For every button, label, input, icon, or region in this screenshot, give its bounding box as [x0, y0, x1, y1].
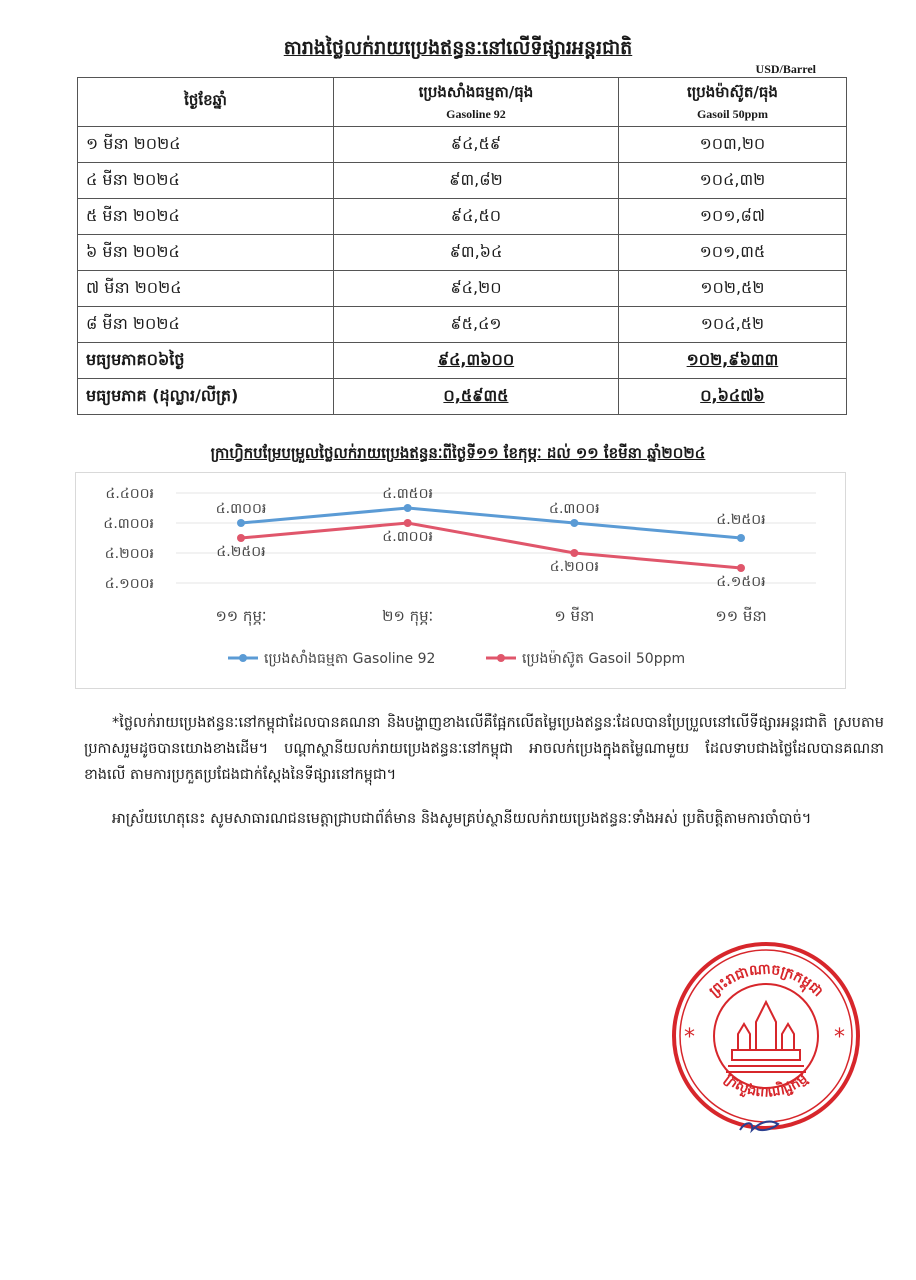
y-tick-label: ៤.៣០០៛ — [103, 516, 154, 532]
price-chart — [75, 472, 846, 689]
chart-canvas — [76, 473, 845, 688]
data-label: ៤.២៥០៛ — [216, 544, 266, 560]
data-point — [404, 504, 412, 512]
price-table — [77, 77, 847, 415]
data-label: ៤.១៥០៛ — [716, 574, 766, 590]
data-point — [404, 519, 412, 527]
average-per-liter-gasoline: ០,៥៩៣៥ — [334, 379, 619, 415]
average-row — [78, 343, 847, 379]
seal-graphic — [668, 938, 864, 1134]
legend-label: ប្រេងម៉ាស៊ូត Gasoil 50ppm — [522, 651, 686, 667]
data-label: ៤.៣០០៛ — [549, 501, 600, 517]
average-per-liter-label: មធ្យមភាគ (ដុល្លារ/លីត្រ) — [78, 379, 334, 415]
legend-marker — [239, 654, 247, 662]
row-date: ៨ មីនា ២០២៤ — [78, 307, 334, 343]
row-gasoline: ៩៣,៦៤ — [334, 235, 619, 271]
y-tick-label: ៤.១០០៛ — [104, 576, 154, 592]
note-paragraph-2: អាស្រ័យហេតុនេះ សូមសាធារណជនមេត្តាជ្រាបជាព័ត៌មាន និងសូមគ្រប់ស្ថានីយលក់រាយប្រេងឥន្ធនៈទាំងអស់ ប្រតិបត្តិតាមការចាំបាច់។ — [112, 811, 812, 827]
chart-title: ក្រាហ្វិកបម្រែបម្រួលថ្លៃលក់រាយប្រេងឥន្ធនៈពីថ្ងៃទី១១ ខែកុម្ភៈ ដល់ ១១ ខែមីនា ឆ្នាំ២០២៤ — [210, 444, 706, 462]
header-date: ថ្ងៃខែឆ្នាំ — [78, 78, 334, 127]
table-header-row — [78, 78, 847, 127]
table-row — [78, 235, 847, 271]
x-tick-label: ១ មីនា — [554, 607, 595, 625]
temple-steps — [726, 1066, 806, 1072]
table-row — [78, 163, 847, 199]
header-gasoline: ប្រេងសាំងធម្មតា/ធុង Gasoline 92 — [334, 78, 619, 127]
average-gasoil: ១០២,៩៦៣៣ — [618, 343, 846, 379]
data-point — [737, 564, 745, 572]
data-point — [237, 534, 245, 542]
average-label: មធ្យមភាគ០៦ថ្ងៃ — [78, 343, 334, 379]
data-point — [570, 549, 578, 557]
page-title: តារាងថ្លៃលក់រាយប្រេងឥន្ធនៈនៅលើទីផ្សារអន្តរជាតិ — [283, 37, 633, 59]
row-gasoline: ៩៤,៥០ — [334, 199, 619, 235]
average-per-liter-row — [78, 379, 847, 415]
x-tick-label: ១១ កុម្ភៈ — [215, 607, 267, 625]
seal-text-top: ព្រះរាជាណាចក្រកម្ពុជា — [706, 961, 826, 1001]
row-gasoil: ១០១,៣៥ — [618, 235, 846, 271]
row-gasoline: ៩៣,៨២ — [334, 163, 619, 199]
row-gasoil: ១០៤,៥២ — [618, 307, 846, 343]
table-row — [78, 307, 847, 343]
table-row — [78, 199, 847, 235]
data-point — [737, 534, 745, 542]
data-label: ៤.៣០០៛ — [382, 529, 433, 545]
star-icon: * — [834, 1025, 845, 1050]
table-row — [78, 127, 847, 163]
legend-marker — [497, 654, 505, 662]
temple-center-tower — [756, 1002, 776, 1050]
y-tick-label: ៤.២០០៛ — [104, 546, 154, 562]
seal-text-bottom: ក្រសួងពាណិជ្ជកម្ម — [721, 1070, 811, 1101]
data-label: ៤.២៥០៛ — [716, 512, 766, 528]
ministry-seal — [668, 938, 864, 1134]
x-tick-label: ១១ មីនា — [715, 607, 767, 625]
legend-label: ប្រេងសាំងធម្មតា Gasoline 92 — [264, 651, 436, 667]
row-gasoline: ៩៤,៥៩ — [334, 127, 619, 163]
data-point — [570, 519, 578, 527]
average-per-liter-gasoil: ០,៦៤៧៦ — [618, 379, 846, 415]
x-tick-label: ២១ កុម្ភៈ — [382, 607, 434, 625]
row-gasoil: ១០៣,២០ — [618, 127, 846, 163]
row-gasoil: ១០២,៥២ — [618, 271, 846, 307]
row-gasoline: ៩៤,២០ — [334, 271, 619, 307]
data-label: ៤.៣០០៛ — [215, 501, 267, 517]
star-icon: * — [684, 1025, 695, 1050]
y-tick-label: ៤.៤០០៛ — [105, 486, 154, 502]
average-gasoline: ៩៤,៣៦០០ — [334, 343, 619, 379]
temple-base — [732, 1050, 800, 1060]
row-date: ៧ មីនា ២០២៤ — [78, 271, 334, 307]
row-date: ៥ មីនា ២០២៤ — [78, 199, 334, 235]
header-gasoil: ប្រេងម៉ាស៊ូត/ធុង Gasoil 50ppm — [618, 78, 846, 127]
data-label: ៤.២០០៛ — [549, 559, 599, 575]
row-date: ១ មីនា ២០២៤ — [78, 127, 334, 163]
temple-left-tower — [738, 1024, 750, 1050]
table-row — [78, 271, 847, 307]
row-gasoil: ១០១,៨៧ — [618, 199, 846, 235]
row-date: ៦ មីនា ២០២៤ — [78, 235, 334, 271]
row-date: ៤ មីនា ២០២៤ — [78, 163, 334, 199]
data-point — [237, 519, 245, 527]
temple-right-tower — [782, 1024, 794, 1050]
note-paragraph-1: *ថ្លៃលក់រាយប្រេងឥន្ធនៈនៅកម្ពុជាដែលបានគណនា និងបង្ហាញខាងលើគឺផ្អែកលើតម្លៃប្រេងឥន្ធនៈដែលបានប្រែប្រួលនៅលើទីផ្សារអន្តរជាតិ ស្របតាមប្រកាសរួមដូចបានយោងខាងដើម។ បណ្តាស្ថានីយលក់រាយប្រេងឥន្ធនៈនៅកម្ពុជា អាចលក់ប្រេងក្នុងតម្លៃណាមួយ ដែលទាបជាងថ្លៃដែលបានគណនាខាងលើ តាមការប្រកួតប្រជែងជាក់ស្តែងនៃទីផ្សារនៅកម្ពុជា។ — [84, 715, 884, 783]
row-gasoil: ១០៤,៣២ — [618, 163, 846, 199]
unit-label: USD/Barrel — [755, 62, 816, 76]
data-label: ៤.៣៥០៛ — [382, 486, 433, 502]
row-gasoline: ៩៥,៤១ — [334, 307, 619, 343]
